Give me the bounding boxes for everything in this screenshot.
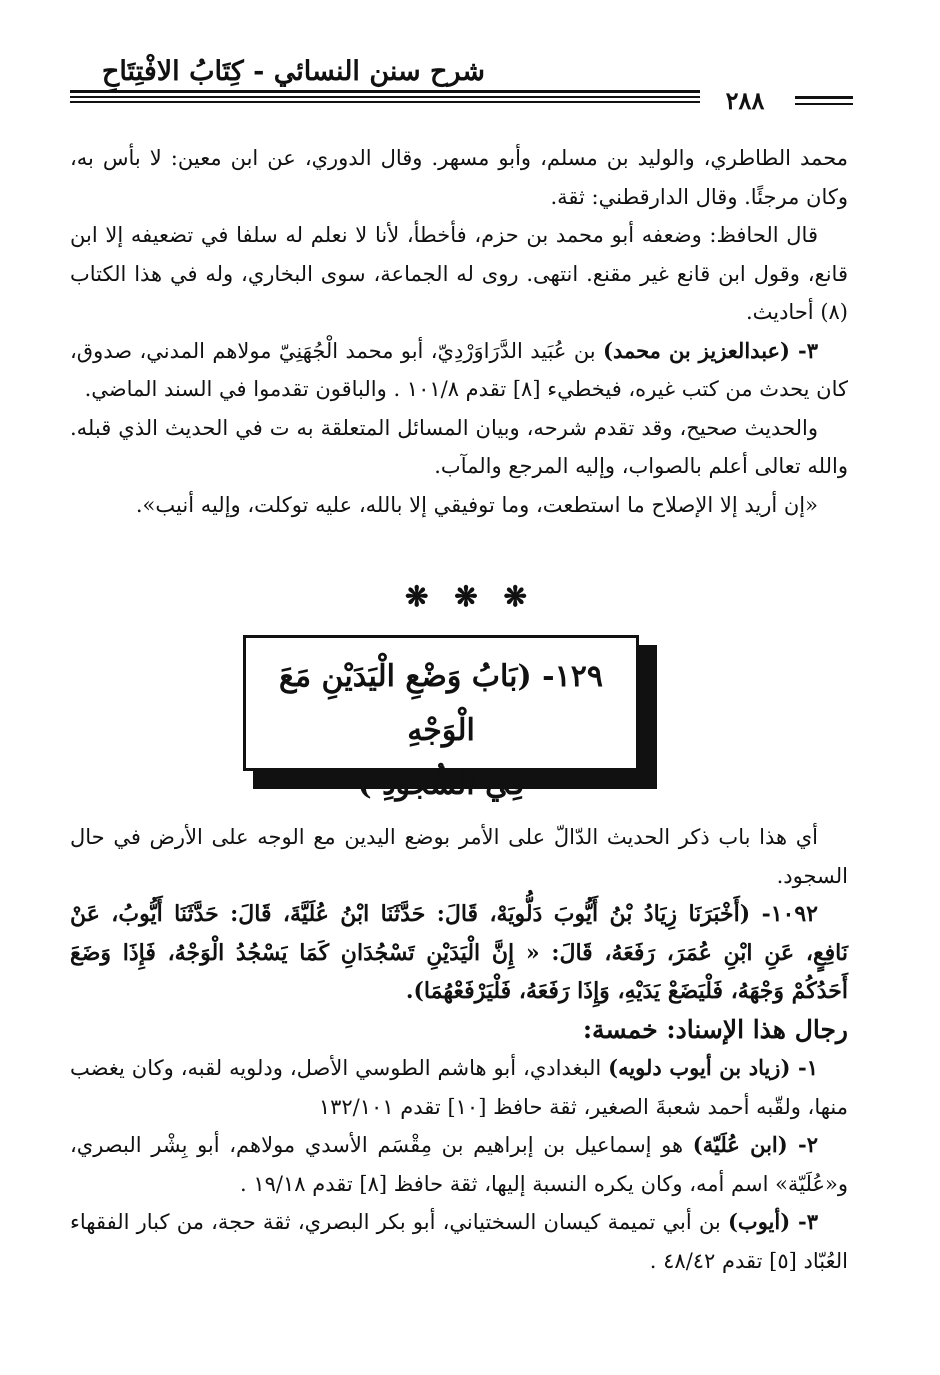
chapter-intro: أي هذا باب ذكر الحديث الدّالّ على الأمر بوضع اليدين مع الوجه على الأرض في حال السجود. [70, 825, 848, 888]
running-header-title: شرح سنن النسائي - كِتَابُ الافْتِتَاحِ [101, 56, 485, 87]
narrator-entry [70, 332, 848, 409]
header-rule [70, 101, 700, 103]
header-rule-short [795, 96, 853, 99]
narrator-name: ١- (زياد بن أيوب دلويه) [608, 1055, 818, 1080]
chapter-heading-line: فِي السُّجُودِ ) [357, 767, 525, 802]
chapter-heading-line: ١٢٩- (بَابُ وَضْعِ الْيَدَيْنِ مَعَ الْوَجْهِ [279, 659, 603, 748]
upper-text [70, 139, 848, 524]
chapter-heading-box [243, 635, 639, 802]
paragraph: محمد الطاطري، والوليد بن مسلم، وأبو مسهر. وقال الدوري، عن ابن معين: لا بأس به، وكان مرجئًا. وقال الدارقطني: ثقة. [70, 146, 848, 209]
header-rule-short [795, 103, 853, 105]
closing-quote: «إن أريد إلا الإصلاح ما استطعت، وما توفيقي إلا بالله، عليه توكلت، وإليه أنيب». [135, 492, 818, 517]
narrator-entry [70, 1126, 848, 1203]
lower-text [70, 818, 848, 1280]
narrator-details: هو إسماعيل بن إبراهيم بن مِقْسَم الأسدي مولاهم، أبو بِشْر البصري، و«عُلَيّة» اسم أمه، وكان يكره النسبة إليها، ثقة حافظ [٨] تقدم ١٩/١٨ . [70, 1133, 848, 1196]
section-divider: ❋ ❋ ❋ [405, 580, 535, 613]
header-rule [70, 90, 700, 93]
page-number: ٢٨٨ [725, 86, 765, 115]
header-rule [70, 96, 700, 98]
narrator-details: البغدادي، أبو هاشم الطوسي الأصل، ودلويه لقبه، وكان يغضب منها، ولقّبه أحمد شعبةَ الصغير، ثقة حافظ [١٠] تقدم ١٣٢/١٠١ [70, 1056, 848, 1119]
paragraph: والحديث صحيح، وقد تقدم شرحه، وبيان المسائل المتعلقة به ت في الحديث الذي قبله. والله تعالى أعلم بالصواب، وإليه المرجع والمآب. [70, 415, 848, 478]
narrator-details: بن أبي تميمة كيسان السختياني، أبو بكر البصري، ثقة حجة، من كبار الفقهاء العُبّاد [٥] تقدم ٤٨/٤٢ . [70, 1210, 848, 1273]
section-heading: رجال هذا الإسناد: خمسة: [582, 1014, 848, 1044]
hadith-text: ١٠٩٢- (أَخْبَرَنَا زِيَادُ بْنُ أَيُّوبَ دَلُّويَهْ، قَالَ: حَدَّثَنَا ابْنُ عُلَيَّةَ، قَالَ: حَدَّثَنَا أَيُّوبُ، عَنْ نَافِعٍ، عَنِ ابْنِ عُمَرَ، رَفَعَهُ، قَالَ: « إِنَّ الْيَدَيْنِ تَسْجُدَانِ كَمَا يَسْجُدُ الْوَجْهُ، فَإِذَا وَضَعَ أَحَدُكُمْ وَجْهَهُ، فَلْيَضَعْ يَدَيْهِ، وَإِذَا رَفَعَهُ، فَلْيَرْفَعْهُمَا). [70, 901, 848, 1004]
narrator-name: ٣- (عبدالعزيز بن محمد) [603, 337, 819, 363]
narrator-name: ٣- (أيوب) [727, 1209, 818, 1234]
paragraph: قال الحافظ: وضعفه أبو محمد بن حزم، فأخطأ، لأنا لا نعلم له سلفا في تضعيفه إلا ابن قانع، وقول ابن قانع غير مقنع. انتهى. روى له الجماعة، سوى البخاري، وله في هذا الكتاب (٨) أحاديث. [70, 223, 848, 324]
narrator-name: ٢- (ابن عُلَيّة) [692, 1132, 818, 1157]
narrator-details: بن عُبَيد الدَّرَاوَرْدِيّ، أبو محمد الْجُهَنِيّ مولاهم المدني، صدوق، كان يحدث من كتب غيره، فيخطيء [٨] تقدم ١٠١/٨ . والباقون تقدموا في السند الماضي. [70, 338, 848, 401]
narrator-entry [70, 1203, 848, 1280]
narrator-entry [70, 1049, 848, 1126]
